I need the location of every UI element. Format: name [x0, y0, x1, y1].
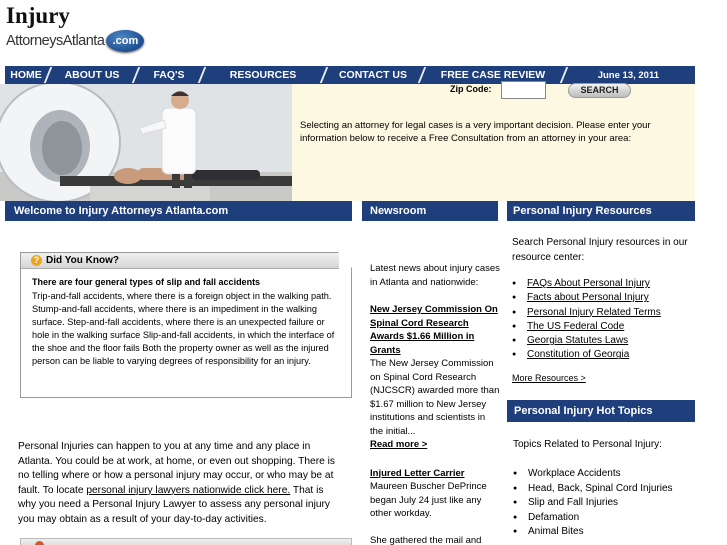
- resources-bar: Personal Injury Resources: [507, 201, 695, 221]
- nav-faqs[interactable]: FAQ'S: [153, 69, 185, 81]
- hero-banner: [0, 84, 695, 201]
- news-item-title[interactable]: Injured Letter Carrier: [370, 467, 465, 479]
- nav-free-case-review[interactable]: FREE CASE REVIEW: [440, 69, 546, 81]
- resource-link-facts[interactable]: Facts about Personal Injury: [527, 292, 649, 304]
- logo-dotcom-badge: .com: [106, 30, 144, 52]
- topics-list: [513, 467, 699, 540]
- did-you-know-header: [21, 253, 339, 269]
- next-box-header: [20, 538, 352, 545]
- site-logo[interactable]: [6, 2, 144, 52]
- news-item-summary: Maureen Buscher DePrince began July 24 just like any other workday.: [370, 481, 487, 519]
- list-item: ● Head, Back, Spinal Cord Injuries: [513, 482, 699, 497]
- corner-fold: [338, 252, 352, 268]
- nav-resources[interactable]: RESOURCES: [229, 69, 297, 81]
- news-item-summary-continued: She gathered the mail and: [370, 534, 482, 545]
- search-button[interactable]: SEARCH: [568, 83, 631, 98]
- hero-description: Selecting an attorney for legal cases is a very important decision. Please enter your information below to receive a Free Consultation from an attorney in your area:: [300, 120, 651, 144]
- hero-illustration: [0, 84, 292, 201]
- intro-text-before: Personal Injuries can happen to you at any time and any place in Atlanta. You could be at work, at home, or even out shopping. There is no telling where or how a personal injury may occur, or who may be at fault. To locate: [18, 441, 335, 496]
- zip-code-input[interactable]: [501, 81, 546, 99]
- resources-list: [512, 277, 698, 363]
- news-intro: Latest news about injury cases in Atlanta and nationwide:: [370, 263, 500, 288]
- lawyers-nationwide-link[interactable]: personal injury lawyers nationwide click here.: [86, 484, 291, 496]
- list-item: ● Defamation: [513, 511, 699, 526]
- more-resources-link[interactable]: More Resources >: [512, 373, 586, 383]
- list-item: ● Animal Bites: [513, 525, 699, 540]
- topics-intro: Topics Related to Personal Injury:: [513, 439, 662, 450]
- did-you-know-body: Trip-and-fall accidents, where there is a foreign object in the walking path. Stump-and-fall accidents, where there is an impediment in the walking surface. Step-and-fall accidents, where there is an unexpected failure or hole in the walking surface Slip-and-fall accidents, in which the interface of the shoe and the floor fails Both the property owner as well as the injured person can be liable to varying degrees of responsibility for an injury.: [32, 291, 335, 366]
- hot-topics-bar: Personal Injury Hot Topics: [507, 400, 695, 422]
- did-you-know-header-label: Did You Know?: [46, 254, 119, 266]
- resource-link-terms[interactable]: Personal Injury Related Terms: [527, 306, 661, 318]
- logo-top-text: Injury: [6, 3, 70, 28]
- news-item-summary: The New Jersey Commission on Spinal Cord Research (NJCSCR) awarded more than $1.67 million to New Jersey institutions and scientists in the initial...: [370, 358, 500, 437]
- welcome-bar: Welcome to Injury Attorneys Atlanta.com: [5, 201, 352, 221]
- hero-image-doctor-scanner: [0, 84, 292, 201]
- newsroom-column: [370, 262, 500, 545]
- news-item-title[interactable]: New Jersey Commission On Spinal Cord Research Awards $1.66 Million in Grants: [370, 304, 498, 356]
- nav-home[interactable]: HOME: [10, 69, 42, 81]
- nav-date: June 13, 2011: [597, 69, 659, 81]
- intro-paragraph: [18, 440, 340, 528]
- zip-code-label: Zip Code:: [450, 84, 492, 94]
- resource-link-constitution[interactable]: Constitution of Georgia: [527, 349, 630, 361]
- resources-intro: Search Personal Injury resources in our resource center:: [512, 237, 688, 263]
- list-item: [512, 277, 698, 291]
- did-you-know-box: [20, 252, 352, 398]
- nav-about-us[interactable]: ABOUT US: [64, 69, 120, 81]
- logo-bottom-text: AttorneysAtlanta: [6, 33, 105, 49]
- read-more-link[interactable]: Read more >: [370, 439, 428, 450]
- list-item: [512, 291, 698, 305]
- resource-link-faqs[interactable]: FAQs About Personal Injury: [527, 278, 650, 289]
- resource-link-georgia-statutes[interactable]: Georgia Statutes Laws: [527, 335, 629, 347]
- list-item: [512, 334, 698, 348]
- nav-contact-us[interactable]: CONTACT US: [338, 69, 408, 81]
- newsroom-bar: Newsroom: [362, 201, 498, 221]
- logo-bottom-line: [6, 30, 144, 52]
- list-item: ● Workplace Accidents: [513, 467, 699, 482]
- did-you-know-title: There are four general types of slip and fall accidents: [32, 277, 261, 287]
- intro-text-after: That is why you need a Personal Injury Lawyer to assess any personal injury you may obtain as a result of your day-to-day activities.: [18, 484, 331, 525]
- next-box-icon: [35, 541, 44, 545]
- resource-link-federal-code[interactable]: The US Federal Code: [527, 320, 625, 332]
- list-item: [512, 306, 698, 320]
- question-icon: ?: [31, 255, 42, 266]
- list-item: [512, 320, 698, 334]
- list-item: ● Slip and Fall Injuries: [513, 496, 699, 511]
- resources-column: [512, 235, 698, 363]
- hot-topics-column: [513, 437, 699, 540]
- list-item: [512, 348, 698, 362]
- main-nav: [5, 66, 695, 84]
